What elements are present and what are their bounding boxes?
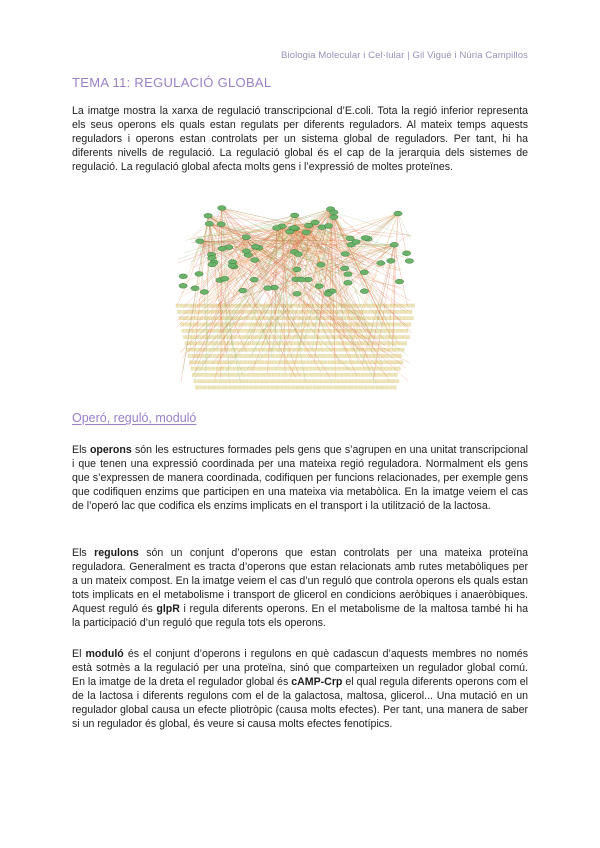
regulons-text-2: i regula diferents operons. En el metabolisme de la maltosa també hi ha la participació d’un reguló que regula tots els operons. [72,602,529,629]
intro-paragraph: La imatge mostra la xarxa de regulació transcripcional d’E.coli. Tota la regió inferior representa els seus operons els quals estan regulats per diferents reguladors. Al mateix temps aquests reguladors i operons estan controlats per un sistema global de reguladors. Per tant, hi ha diferents nivells de regulació. La regulació global és el cap de la jerarquia dels sistemes de regulació. La regulació global afecta molts gens i l’expressió de moltes proteïnes. [72,105,528,173]
modulo-paragraph [72,648,528,731]
camp-crp-term: cAMP-Crp [291,675,343,688]
modulo-pre: El [72,648,86,660]
page-title: TEMA 11: REGULACIÓ GLOBAL [72,75,272,90]
modulo-text-1: és el conjunt d’operons i regulons en què cadascun d’aquests membres no només està sotmès a la regulació per una proteïna, sinó que comparteixen un regulador global comú. En la imatge de la dreta el regulador global és [72,648,528,688]
operons-term: operons [89,444,132,456]
modulo-text-2: el qual regula diferents operons com el de la lactosa i diferents regulons com el de la galactosa, maltosa, glicerol... Una mutació en un regulador global causa un efecte pliotròpic (causa molts efectes). Per tant, una manera de saber si un regulador és global, és veure si causa molts efectes fenotípics. [72,675,529,730]
modulo-term: moduló [85,648,124,660]
regulatory-network-figure [172,204,418,394]
operons-pre: Els [72,444,90,456]
regulons-term: regulons [94,547,139,559]
regulons-text-1: són un conjunt d’operons que estan controlats per una mateixa proteïna reguladora. Generalment es tracta d’operons que estan relacionats amb rutes metabòliques per a un mateix compost. En la imatge veiem el cas d’un reguló que controla operons els quals estan tots implicats en el metabolisme i transport de glicerol en condicions aeròbiques i anaeròbiques. Aquest reguló és [72,547,528,615]
section-heading[interactable]: Operó, reguló, moduló [72,411,197,425]
glpr-term: glpR [156,602,180,615]
regulons-pre: Els [72,547,95,559]
operons-paragraph [72,444,528,514]
regulons-paragraph [72,547,528,630]
running-header: Biologia Molecular i Cel·lular | Gil Viguè i Núria Campillos [281,50,528,61]
operons-text: són les estructures formades pels gens que s’agrupen en una unitat transcripcional i que tenen una expressió coordinada per una mateixa regió reguladora. Normalment els gens que s’expressen de manera coordinada, codifiquen per funcions relacionades, per exemple gens que codifiquen enzims que participen en una mateixa via metabòlica. En la imatge veiem el cas de l’operó lac que codifica els enzims implicats en el transport i la utilització de la lactosa. [72,444,528,512]
